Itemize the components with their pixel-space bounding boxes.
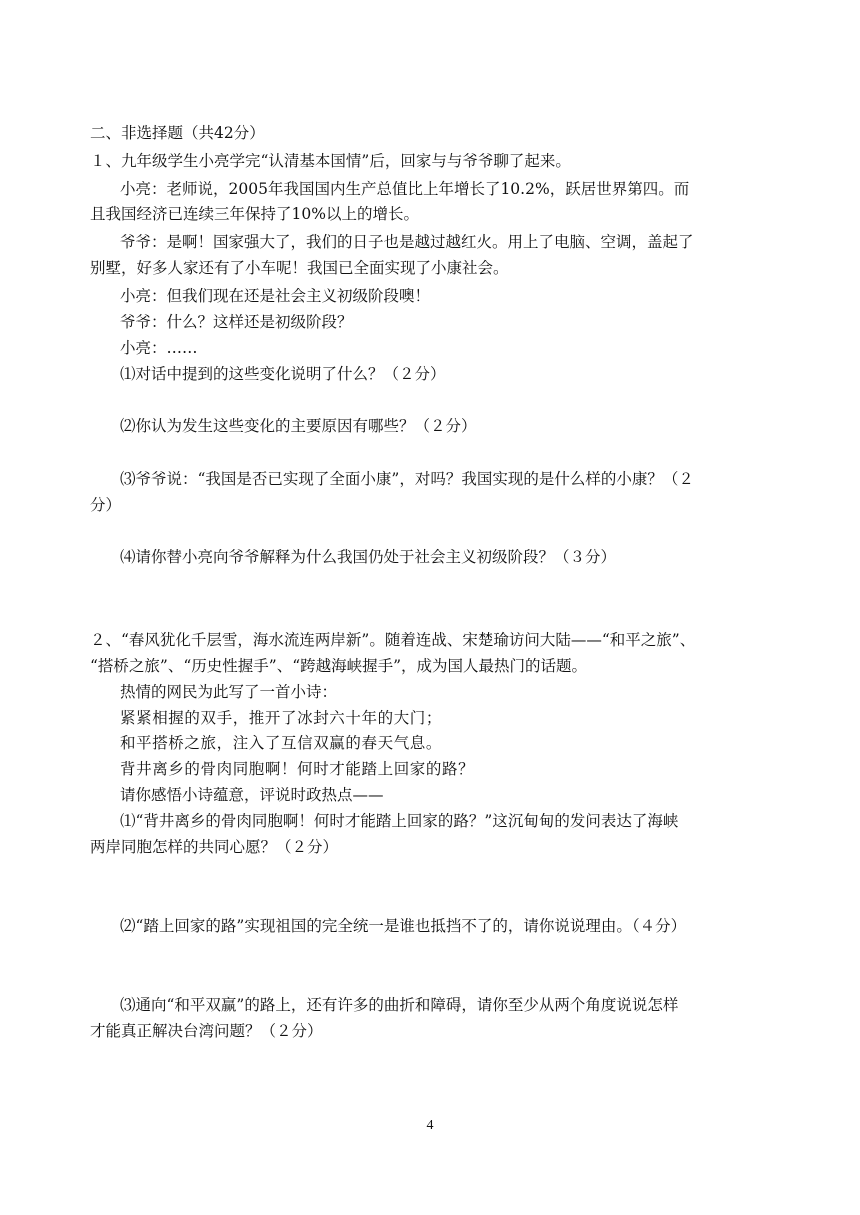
- question-2-sub-2: ⑵“踏上回家的路”实现祖国的完全统一是谁也抵挡不了的，请你说说理由。（４分）: [120, 917, 687, 935]
- question-2-sub-1-cont: 两岸同胞怎样的共同心愿？（２分）: [90, 838, 339, 856]
- dialog-line: 小亮：但我们现在还是社会主义初级阶段噢！: [120, 287, 431, 305]
- question-1-sub-4: ⑷请你替小亮向爷爷解释为什么我国仍处于社会主义初级阶段？（３分）: [120, 548, 617, 566]
- question-1-sub-2: ⑵你认为发生这些变化的主要原因有哪些？（２分）: [120, 417, 477, 435]
- question-2-sub-3: ⑶通向“和平双赢”的路上，还有许多的曲折和障碍，请你至少从两个角度说说怎样: [120, 996, 679, 1014]
- dialog-line: 且我国经济已连续三年保持了10%以上的增长。: [90, 205, 419, 223]
- poem-line: 紧紧相握的双手，推开了冰封六十年的大门；: [120, 709, 443, 727]
- section-title: 二、非选择题（共42分）: [90, 124, 265, 142]
- question-2-prompt: 请你感悟小诗蕴意，评说时政热点——: [120, 786, 384, 804]
- question-2-intro: ２、“春风犹化千层雪，海水流连两岸新”。随着连战、宋楚瑜访问大陆——“和平之旅”、: [90, 631, 696, 649]
- page-number: 4: [426, 1118, 434, 1133]
- question-2-sub-3-cont: 才能真正解决台湾问题？（２分）: [90, 1022, 323, 1040]
- question-2-intro-cont: “搭桥之旅”、“历史性握手”、“跨越海峡握手”，成为国人最热门的话题。: [90, 657, 588, 675]
- poem-line: 背井离乡的骨肉同胞啊！何时才能踏上回家的路？: [120, 760, 475, 778]
- poem-lead: 热情的网民为此写了一首小诗：: [120, 683, 338, 701]
- question-2-sub-1: ⑴“背井离乡的骨肉同胞啊！何时才能踏上回家的路？”这沉甸甸的发问表达了海峡: [120, 812, 679, 830]
- dialog-line: 爷爷：是啊！国家强大了，我们的日子也是越过越红火。用上了电脑、空调，盖起了: [120, 233, 694, 251]
- dialog-line: 别墅，好多人家还有了小车呢！我国已全面实现了小康社会。: [90, 259, 509, 277]
- question-1-sub-3-cont: 分）: [90, 496, 122, 514]
- dialog-line: 爷爷：什么？这样还是初级阶段？: [120, 313, 353, 331]
- poem-line: 和平搭桥之旅，注入了互信双赢的春天气息。: [120, 734, 443, 752]
- question-1-sub-3: ⑶爷爷说：“我国是否已实现了全面小康”，对吗？我国实现的是什么样的小康？（２: [120, 470, 694, 488]
- question-1-sub-1: ⑴对话中提到的这些变化说明了什么？（２分）: [120, 365, 446, 383]
- question-1-intro: １、九年级学生小亮学完“认清基本国情”后，回家与与爷爷聊了起来。: [90, 152, 571, 170]
- dialog-line: 小亮：老师说，2005年我国国内生产总值比上年增长了10.2%，跃居世界第四。而: [120, 180, 690, 198]
- dialog-line: 小亮：……: [120, 339, 198, 357]
